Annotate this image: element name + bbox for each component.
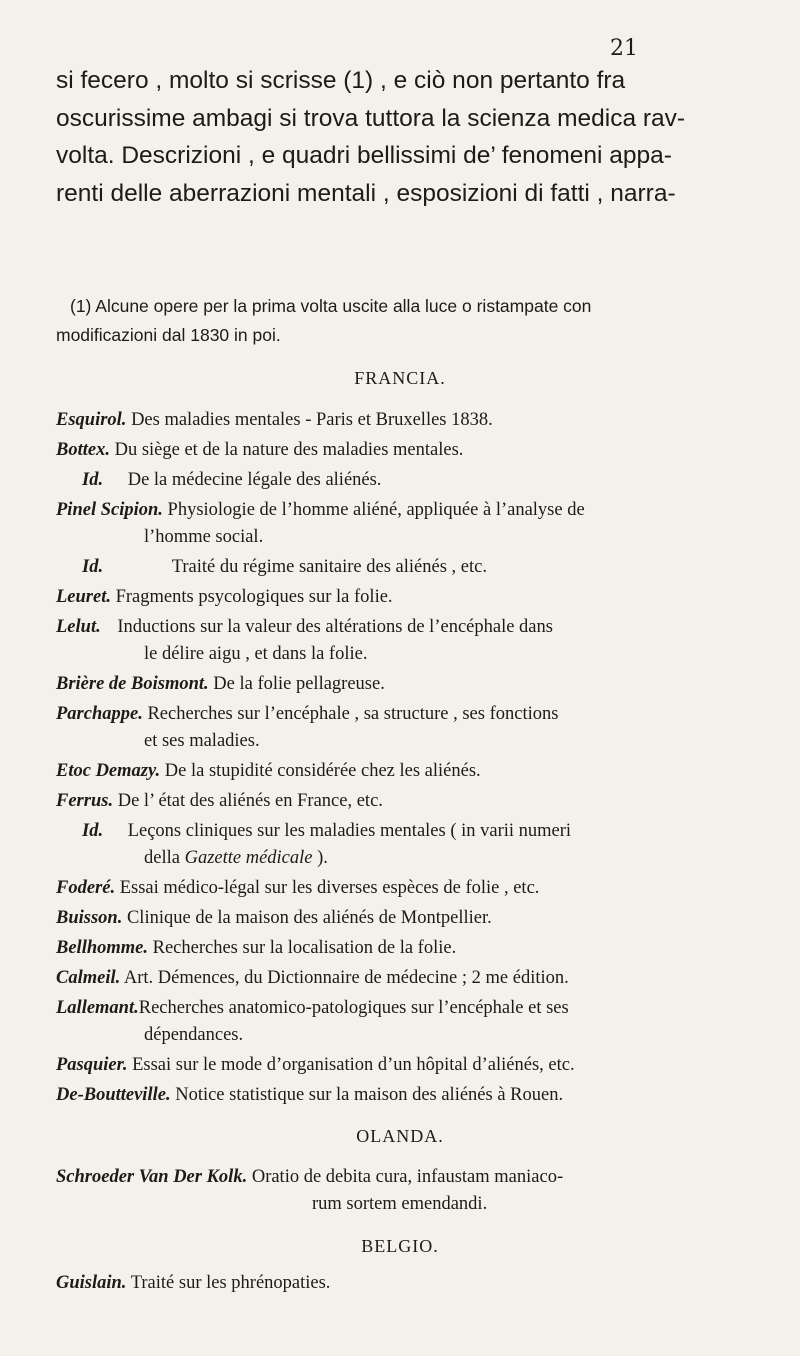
entry-title: Recherches sur l’encéphale , sa structure , ses fonctions	[147, 704, 559, 724]
entry-author: Lallemant.	[56, 998, 139, 1018]
entry-author: Schroeder Van Der Kolk.	[56, 1167, 248, 1187]
bibliography-entry	[56, 965, 776, 992]
entry-title: De la médecine légale des aliénés.	[127, 470, 382, 490]
entry-continuation: dépendances.	[144, 1025, 244, 1045]
entry-author: Bellhomme.	[56, 938, 148, 958]
bibliography-entry	[56, 905, 776, 932]
body-line: volta. Descrizioni , e quadri bellissimi de’ fenomeni appa-	[56, 142, 672, 169]
entry-title: Traité sur les phrénopaties.	[130, 1273, 331, 1293]
bibliography-entry	[56, 701, 776, 755]
bibliography-entry	[56, 1082, 776, 1109]
entry-title: Art. Démences, du Dictionnaire de médecine ; 2 me édition.	[123, 968, 569, 988]
entry-author: Lelut.	[56, 617, 101, 637]
bibliography-entry	[56, 1052, 776, 1079]
entry-author: De-Boutteville.	[56, 1085, 171, 1105]
entry-author: Id.	[82, 470, 104, 490]
entry-author: Pasquier.	[56, 1055, 128, 1075]
entry-continuation	[82, 845, 800, 872]
bibliography-entry	[56, 497, 776, 551]
entry-title: Des maladies mentales - Paris et Bruxelles 1838.	[131, 410, 493, 430]
entry-author: Calmeil.	[56, 968, 121, 988]
entry-continuation-text: della	[144, 848, 180, 868]
entry-continuation-end: ).	[312, 848, 328, 868]
entry-title: Essai médico-légal sur les diverses espèces de folie , etc.	[119, 878, 540, 898]
entry-author: Leuret.	[56, 587, 111, 607]
footnote-line: (1) Alcune opere per la prima volta uscite alla luce o ristampate con	[70, 296, 592, 316]
entry-title: Oratio de debita cura, infaustam maniaco-	[251, 1167, 564, 1187]
bibliography-entry	[56, 935, 776, 962]
section-heading-olanda: OLANDA.	[356, 1126, 444, 1146]
bibliography-entry	[56, 1270, 776, 1297]
entry-title: Du siège et de la nature des maladies mentales.	[114, 440, 464, 460]
entry-author: Id.	[82, 557, 104, 577]
footnote-line: modificazioni dal 1830 in poi.	[56, 325, 281, 345]
bibliography-entry	[56, 875, 776, 902]
entry-title: Traité du régime sanitaire des aliénés , etc.	[171, 557, 487, 577]
entry-author: Parchappe.	[56, 704, 143, 724]
entry-title: De la folie pellagreuse.	[213, 674, 385, 694]
footnote	[56, 292, 776, 350]
body-line: si fecero , molto si scrisse (1) , e ciò non pertanto fra	[56, 67, 626, 94]
entry-continuation: l’homme social.	[144, 527, 264, 547]
entry-title: Physiologie de l’homme aliéné, appliquée à l’analyse de	[167, 500, 585, 520]
entry-title: Recherches anatomico-patologiques sur l’encéphale et ses	[138, 998, 569, 1018]
entry-continuation: et ses maladies.	[144, 731, 260, 751]
bibliography-entry	[56, 995, 776, 1049]
entry-author: Etoc Demazy.	[56, 761, 161, 781]
entry-title: Recherches sur la localisation de la folie.	[152, 938, 457, 958]
section-heading-francia: FRANCIA.	[354, 368, 446, 388]
entry-continuation: rum sortem emendandi.	[312, 1194, 488, 1214]
entry-author: Id.	[82, 821, 104, 841]
entry-title: De la stupidité considérée chez les aliénés.	[164, 761, 481, 781]
bibliography-entry	[56, 584, 776, 611]
entry-title: Fragments psycologiques sur la folie.	[115, 587, 393, 607]
bibliography-entry	[56, 671, 776, 698]
entry-title: Clinique de la maison des aliénés de Montpellier.	[126, 908, 492, 928]
entry-author: Buisson.	[56, 908, 123, 928]
entry-title: Leçons cliniques sur les maladies mentales ( in varii numeri	[127, 821, 572, 841]
journal-title: Gazette médicale	[184, 848, 313, 868]
entry-author: Brière de Boismont.	[56, 674, 209, 694]
body-line: oscurissime ambagi si trova tuttora la scienza medica rav-	[56, 104, 686, 132]
entry-author: Foderé.	[56, 878, 116, 898]
bibliography-entry	[56, 758, 776, 785]
bibliography-entry	[82, 467, 800, 494]
entry-title: De l’ état des aliénés en France, etc.	[117, 791, 383, 811]
bibliography-entry	[56, 788, 776, 815]
entry-title: Notice statistique sur la maison des aliénés à Rouen.	[175, 1085, 564, 1105]
entry-author: Guislain.	[56, 1273, 127, 1293]
body-line: renti delle aberrazioni mentali , esposizioni di fatti , narra-	[56, 179, 676, 207]
bibliography-entry	[56, 407, 776, 434]
entry-author: Ferrus.	[56, 791, 114, 811]
section-heading-belgio: BELGIO.	[361, 1236, 439, 1256]
page-number: 21	[610, 36, 638, 61]
entry-continuation: le délire aigu , et dans la folie.	[144, 644, 368, 664]
bibliography-entry	[56, 437, 776, 464]
bibliography-entry	[56, 1164, 776, 1218]
body-paragraph	[56, 62, 756, 212]
entry-title: Inductions sur la valeur des altérations de l’encéphale dans	[117, 617, 553, 637]
bibliography-entry	[82, 554, 800, 581]
entry-author: Esquirol.	[56, 410, 127, 430]
entry-title: Essai sur le mode d’organisation d’un hôpital d’aliénés, etc.	[132, 1055, 575, 1075]
entry-author: Pinel Scipion.	[56, 500, 163, 520]
bibliography-entry	[82, 818, 800, 872]
bibliography-entry	[56, 614, 776, 668]
entry-author: Bottex.	[56, 440, 110, 460]
